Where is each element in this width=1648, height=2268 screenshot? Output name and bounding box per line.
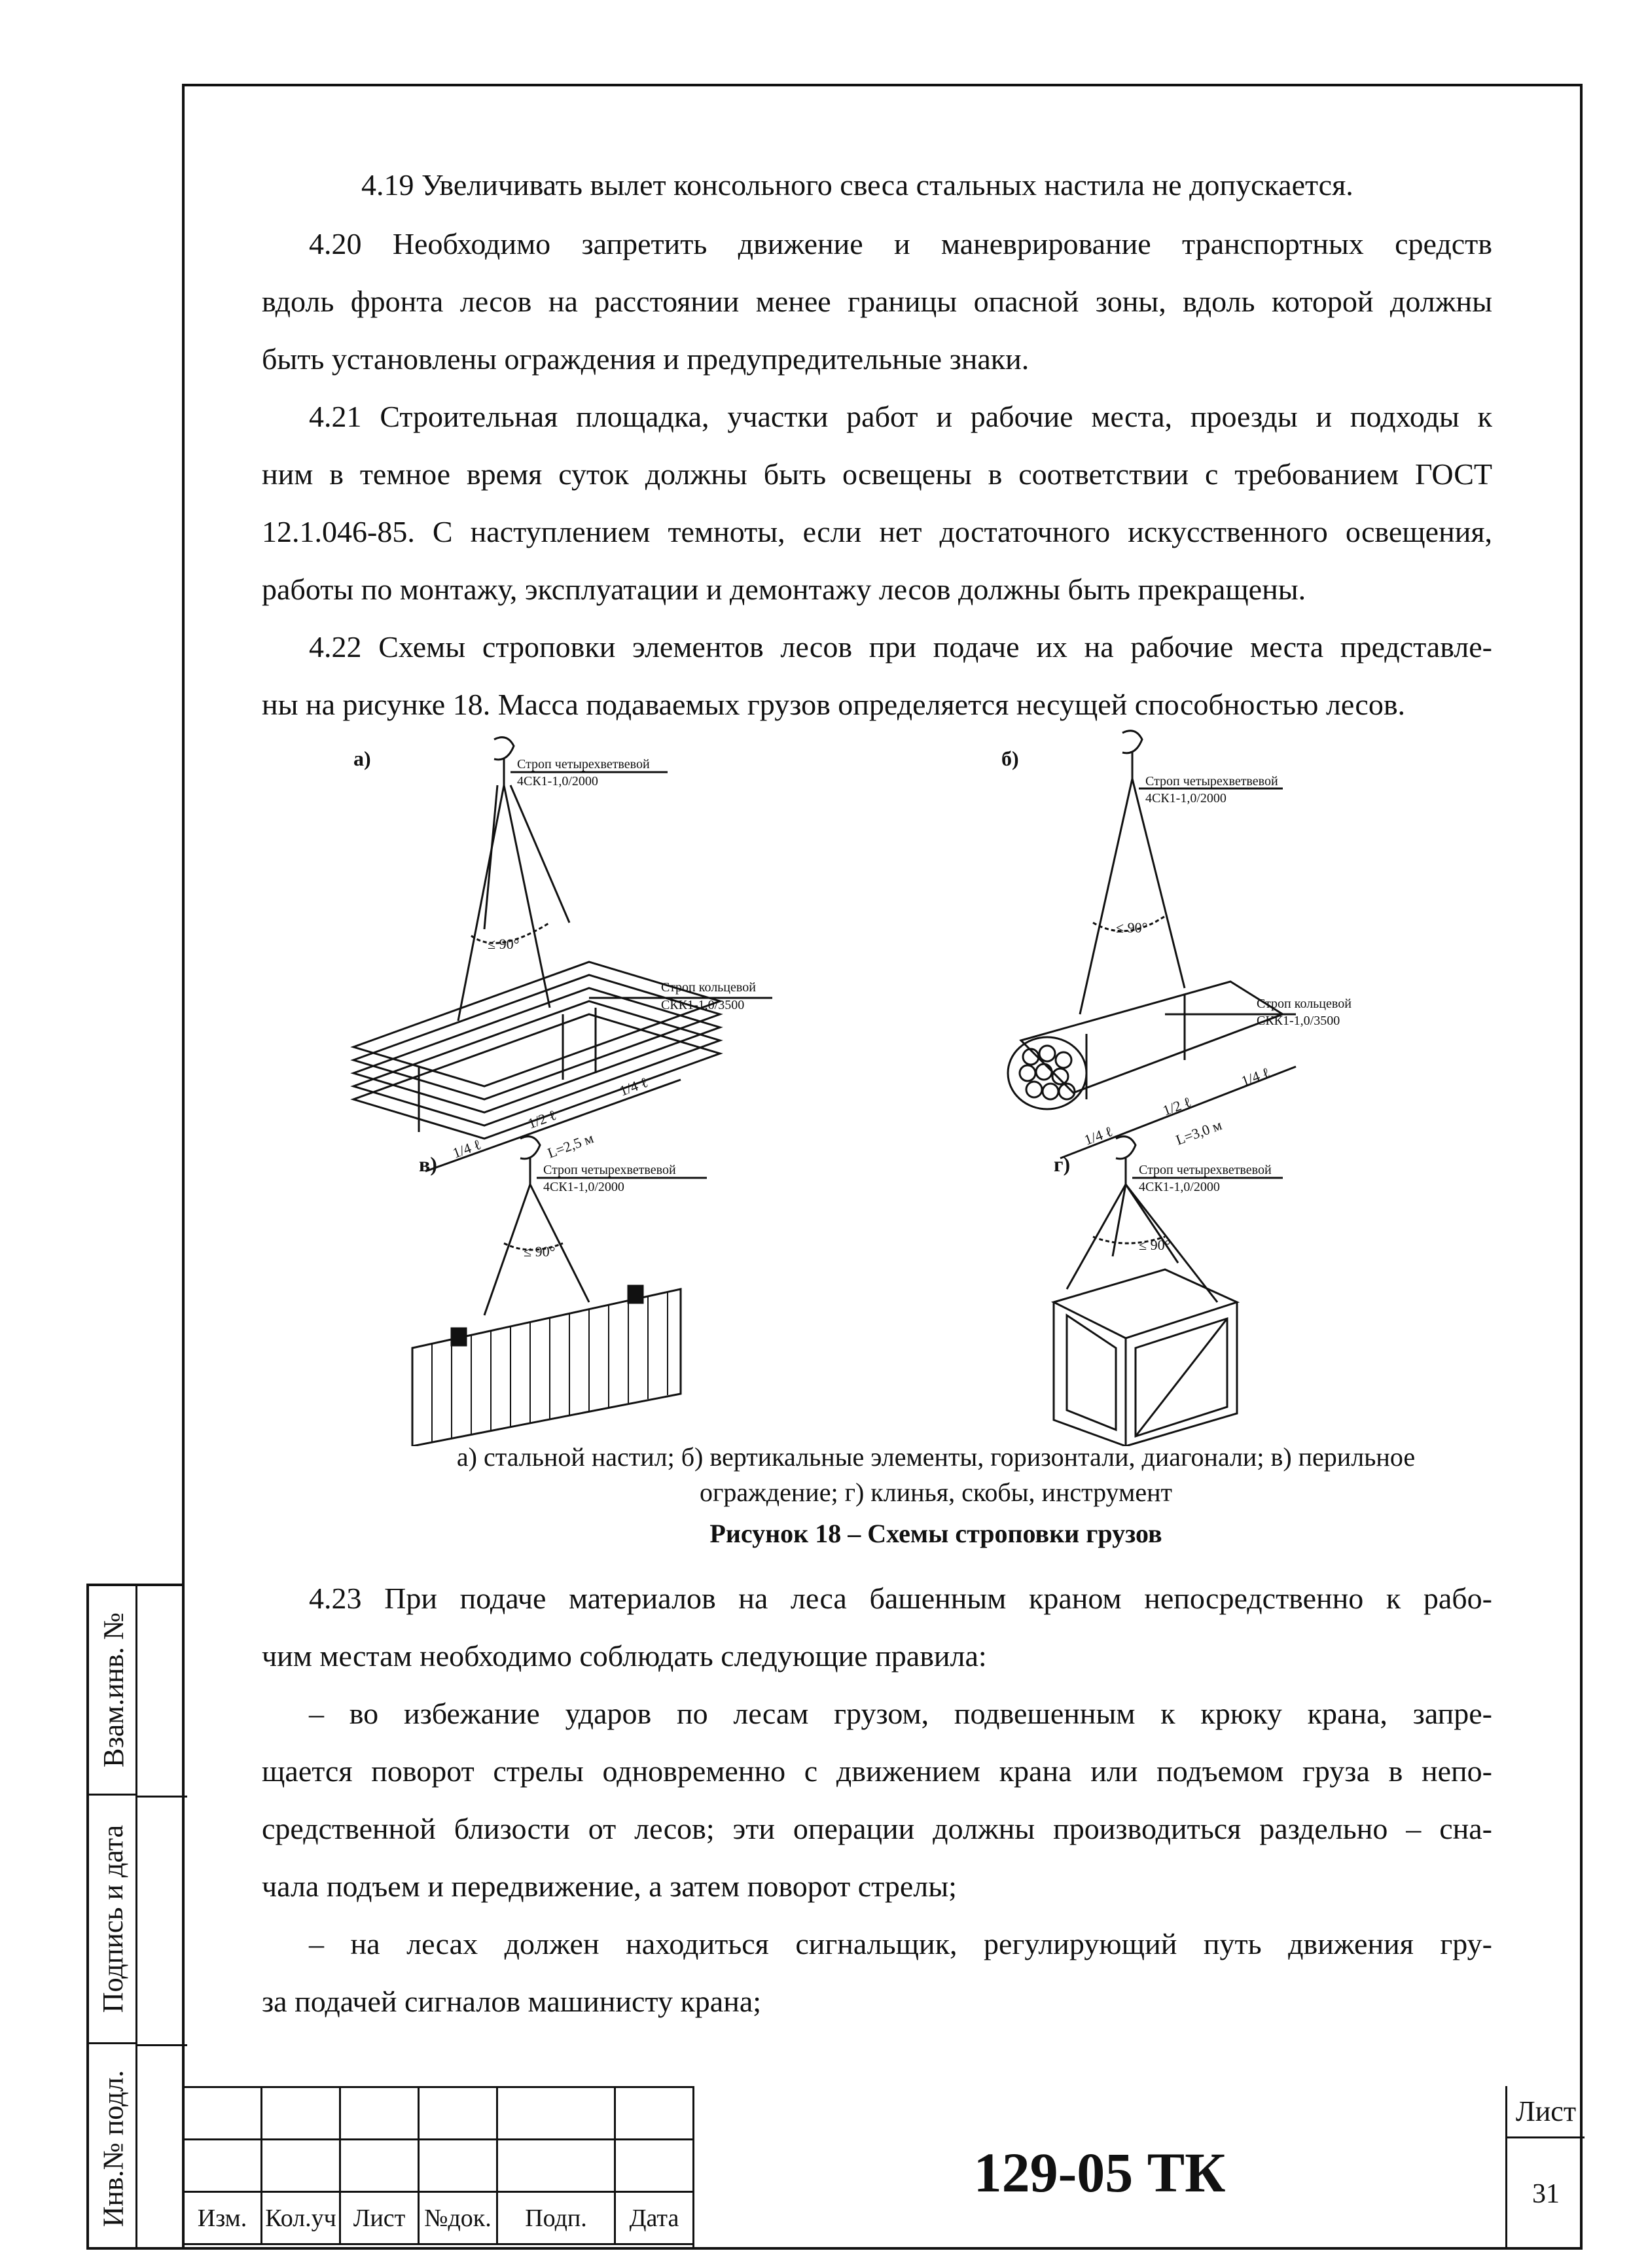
stamp-list: Лист [340,2192,419,2244]
panel-a-angle: ≤ 90° [488,936,520,952]
figure-caption-line-1: а) стальной настил; б) вертикальные элементы, горизонтали, диагонали; в) перильное [456,1442,1416,1472]
panel-a-length: L=2,5 м [545,1129,596,1161]
panel-b-sling4-code: 4СК1-1,0/2000 [1145,791,1227,806]
side-label-inv: Инв.№ подл. [97,2070,130,2227]
panel-b-sling4-label: Строп четырехветвевой [1145,774,1278,788]
panel-a-label: а) [353,747,371,770]
panel-a-steel-decking [353,737,772,1171]
document-code: 129-05 ТК [973,2141,1226,2204]
panel-b-ring-label: Строп кольцевой [1257,997,1352,1011]
panel-b-hook-icon [1122,731,1142,753]
bullet-2-line-2: за подачей сигналов машинисту крана; [262,1985,762,2018]
panel-a-dim-quarter-1: 1/4 ℓ [450,1136,484,1161]
paragraph-4-21-line-2: ним в темное время суток должны быть освещены в соответствии с требованием ГОСТ [262,457,1492,491]
bullet-1-line-2: щается поворот стрелы одновременно с движением крана или подъемом груза в непо- [262,1754,1492,1788]
panel-b-label: б) [1001,747,1019,770]
stamp-ndok: №док. [419,2192,497,2244]
stamp-podp: Подп. [497,2192,615,2244]
panel-v-railing [412,1137,707,1446]
bullet-1-line-4: чала подъем и передвижение, а затем поворот стрелы; [262,1869,957,1903]
paragraph-4-23-line-2: чим местам необходимо соблюдать следующие правила: [262,1639,987,1673]
panel-g-hook-icon [1116,1137,1136,1159]
stamp-kolvo: Кол.уч [262,2192,340,2244]
paragraph-4-20-line-2: вдоль фронта лесов на расстоянии менее границы опасной зоны, вдоль которой должны [262,285,1492,318]
panel-b-dim-half: 1/2 ℓ [1160,1093,1194,1119]
panel-b-pipe-bundle [1001,731,1352,1158]
sheet-box [1505,2086,1583,2250]
panel-a-ring-label: Строп кольцевой [661,980,756,995]
stamp-data: Дата [615,2192,694,2244]
paragraph-4-22-line-2: ны на рисунке 18. Масса подаваемых грузов определяется несущей способностью лесов. [262,688,1406,721]
bullet-1-line-1: – во избежание ударов по лесам грузом, подвешенным к крюку крана, запре- [309,1697,1492,1730]
panel-g-label: г) [1054,1152,1071,1176]
bullet-2-line-1: – на лесах должен находиться сигнальщик, регулирующий путь движения гру- [309,1927,1492,1960]
figure-18-drawings [314,726,1466,1446]
panel-a-dim-half: 1/2 ℓ [526,1107,559,1132]
figure-title: Рисунок 18 – Схемы строповки грузов [709,1519,1162,1548]
panel-v-hook-icon [520,1137,540,1159]
sheet-label: Лист [1507,2086,1585,2138]
side-stamp [86,1584,185,2250]
paragraph-4-23-line-1: 4.23 При подаче материалов на леса башенным краном непосредственно к рабо- [309,1582,1492,1615]
panel-g-angle: ≤ 90° [1139,1237,1171,1253]
panel-v-sling4-code: 4СК1-1,0/2000 [543,1180,624,1194]
stamp-izm: Изм. [183,2192,262,2244]
side-label-vzam: Взам.инв. № [97,1612,130,1767]
paragraph-4-21-line-4: работы по монтажу, эксплуатации и демонтажу лесов должны быть прекращены. [262,573,1306,606]
panel-v-sling4-label: Строп четырехветвевой [543,1163,676,1177]
panel-g-box-container [1054,1137,1283,1446]
panel-a-sling4-code: 4СК1-1,0/2000 [517,774,598,788]
title-block-grid [182,2086,694,2245]
sheet-number: 31 [1532,2179,1560,2209]
panel-b-ring-code: СКК1-1,0/3500 [1257,1014,1340,1028]
panel-v-angle: ≤ 90° [524,1243,556,1260]
figure-caption [367,1440,1505,1510]
paragraph-4-21-line-3: 12.1.046-85. С наступлением темноты, если нет достаточного искусственного освещения, [262,515,1492,548]
paragraph-4-19: 4.19 Увеличивать вылет консольного свеса стальных настила не допускается. [361,168,1353,202]
panel-b-dim-quarter-2: 1/4 ℓ [1239,1064,1272,1090]
paragraph-4-20-line-3: быть установлены ограждения и предупредительные знаки. [262,342,1030,376]
panel-a-hook-icon [494,737,514,760]
side-stamp-value-column [137,1586,187,2247]
side-cell-inv [89,2044,137,2252]
paragraph-4-22-line-1: 4.22 Схемы строповки элементов лесов при подаче их на рабочие места представле- [309,630,1492,664]
side-label-podpis: Подпись и дата [97,1824,130,2013]
panel-g-sling4-label: Строп четырехветвевой [1139,1163,1272,1177]
panel-v-label: в) [419,1152,437,1176]
figure-caption-line-2: ограждение; г) клинья, скобы, инструмент [700,1478,1172,1507]
side-cell-vzam [89,1586,137,1796]
panel-b-dim-quarter-1: 1/4 ℓ [1082,1123,1115,1148]
panel-a-ring-code: СКК1-1,0/3500 [661,998,745,1012]
side-stamp-label-column [89,1586,137,2247]
panel-b-angle: ≤ 90° [1116,919,1148,936]
panel-g-sling4-code: 4СК1-1,0/2000 [1139,1180,1220,1194]
panel-a-sling4-label: Строп четырехветвевой [517,757,650,771]
bullet-1-line-3: средственной близости от лесов; эти операции должны производиться раздельно – сна- [262,1812,1492,1845]
paragraph-4-21-line-1: 4.21 Строительная площадка, участки работ и рабочие места, проезды и подходы к [309,400,1492,433]
side-cell-podpis [89,1796,137,2044]
paragraph-4-20-line-1: 4.20 Необходимо запретить движение и маневрирование транспортных средств [309,227,1492,260]
panel-a-dim-quarter-2: 1/4 ℓ [617,1074,651,1099]
panel-b-length: L=3,0 м [1173,1116,1225,1148]
